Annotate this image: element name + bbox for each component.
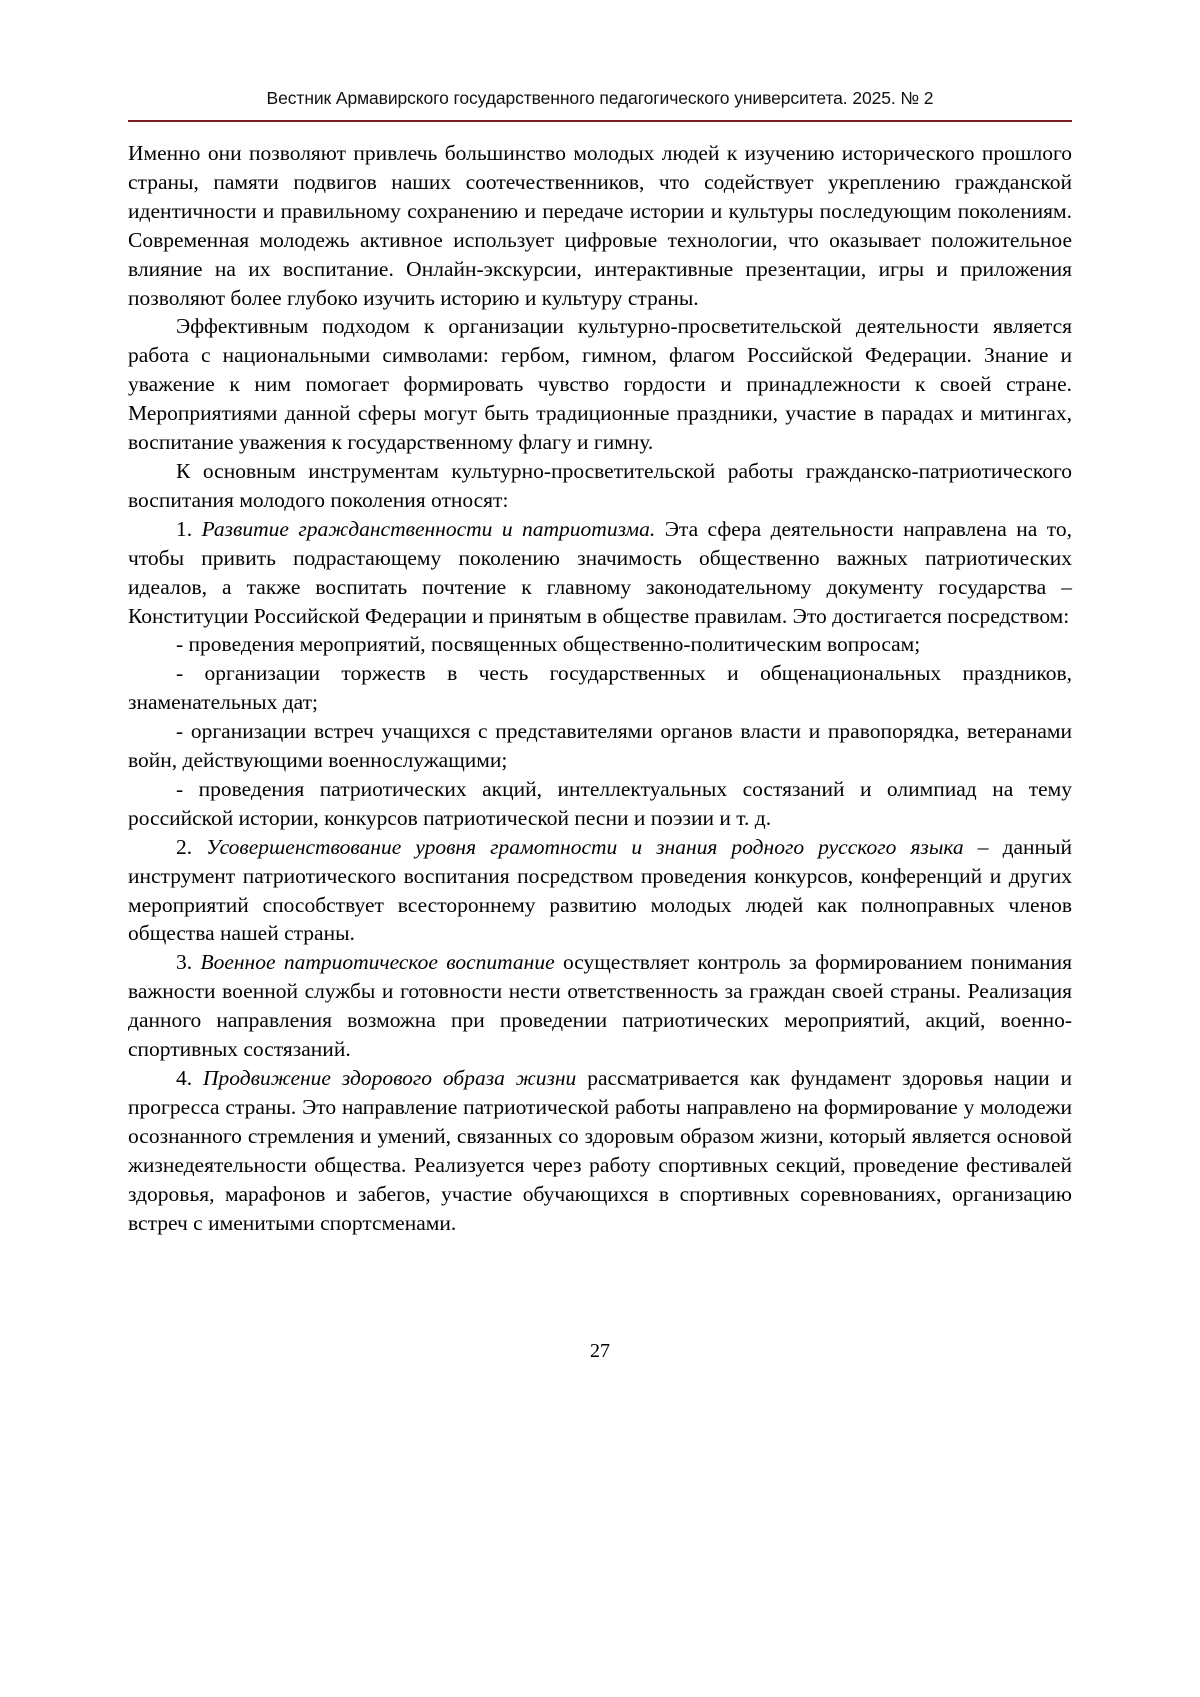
body-text-run: 4. (176, 1066, 204, 1090)
emphasis-text: Продвижение здорового образа жизни (203, 1066, 577, 1090)
page-content (128, 88, 1073, 1362)
body-text-run: - организации торжеств в честь государственных и общенациональных праздников, знаменательных дат; (128, 661, 1072, 715)
paragraph (128, 717, 1072, 775)
body-text-run: 3. (176, 950, 201, 975)
paragraph (128, 833, 1072, 949)
body-text-run: Именно они позволяют привлечь большинство молодых людей к изучению исторического прошлого страны, памяти подвигов наших соотечественников, что содействует укреплению гражданской идентичности и правильному сохранению и передаче истории и культуры последующим поколениям. Современная молодежь активное использует цифровые технологии, что оказывает положительное влияние на их воспитание. Онлайн-экскурсии, интерактивные презентации, игры и приложения позволяют более глубоко изучить историю и культуру страны. (128, 141, 1072, 310)
body-text-run: Эффективным подходом к организации культурно-просветительской деятельности является работа с национальными символами: гербом, гимном, флагом Российской Федерации. Знание и уважение к ним помогает формировать чувство гордости и принадлежности к своей стране. Мероприятиями данной сферы могут быть традиционные праздники, участие в парадах и митингах, воспитание уважения к государственному флагу и гимну. (128, 314, 1072, 455)
body-text-run: рассматривается как фундамент здоровья нации и прогресса страны. Это направление патриотической работы направлено на формирование у молодежи осознанного стремления и умений, связанных со здоровым образом жизни, который является основой жизнедеятельности общества. Реализуется через работу спортивных секций, проведение фестивалей здоровья, марафонов и забегов, участие обучающихся в спортивных соревнованиях, организацию встреч с именитыми спортсменами. (128, 1066, 1072, 1235)
paragraph (128, 515, 1072, 631)
page-number: 27 (590, 1340, 610, 1362)
body-text-run: - организации встреч учащихся с представителями органов власти и правопорядка, ветеранами войн, действующими военнослужащими; (128, 719, 1072, 773)
body-text-run: К основным инструментам культурно-просветительской работы гражданско-патриотического воспитания молодого поколения относят: (128, 458, 1072, 512)
body-text-run: - проведения патриотических акций, интеллектуальных состязаний и олимпиад на тему российской истории, конкурсов патриотической песни и поэзии и т. д. (128, 776, 1072, 830)
paragraph (128, 659, 1072, 717)
paragraph (128, 312, 1072, 457)
paragraph (128, 139, 1072, 312)
paragraph (128, 1064, 1072, 1237)
running-head: Вестник Армавирского государственного педагогического университета. 2025. № 2 (266, 88, 934, 108)
article-body (128, 139, 1072, 1237)
body-text-run: 2. (176, 834, 207, 859)
body-text-run: Эта сфера деятельности направлена на то, чтобы привить подрастающему поколению значимость общественно важных патриотических идеалов, а также воспитать почтение к главному законодательному документу государства – Конституции Российской Федерации и принятым в обществе правилам. Это достигается посредством: (128, 516, 1072, 628)
paragraph (128, 775, 1072, 833)
emphasis-text: Военное патриотическое воспитание (200, 950, 555, 975)
header-rule (128, 120, 1072, 122)
emphasis-text: Развитие гражданственности и патриотизма. (201, 516, 656, 541)
emphasis-text: Усовершенствование уровня грамотности и знания родного русского языка (206, 834, 964, 859)
paragraph (128, 457, 1072, 515)
body-text-run: 1. (176, 516, 202, 541)
body-text-run: – данный инструмент патриотического воспитания посредством проведения конкурсов, конференций и других мероприятий способствует всестороннему развитию молодых людей как полноправных членов общества нашей страны. (128, 834, 1073, 946)
body-text-run: - проведения мероприятий, посвященных общественно-политическим вопросам; (176, 632, 921, 657)
paragraph (128, 630, 1072, 659)
paragraph (128, 948, 1072, 1064)
body-text-run: осуществляет контроль за формированием понимания важности военной службы и готовности нести ответственность за граждан своей страны. Реализация данного направления возможна при проведении патриотических мероприятий, акций, военно-спортивных состязаний. (128, 950, 1073, 1062)
